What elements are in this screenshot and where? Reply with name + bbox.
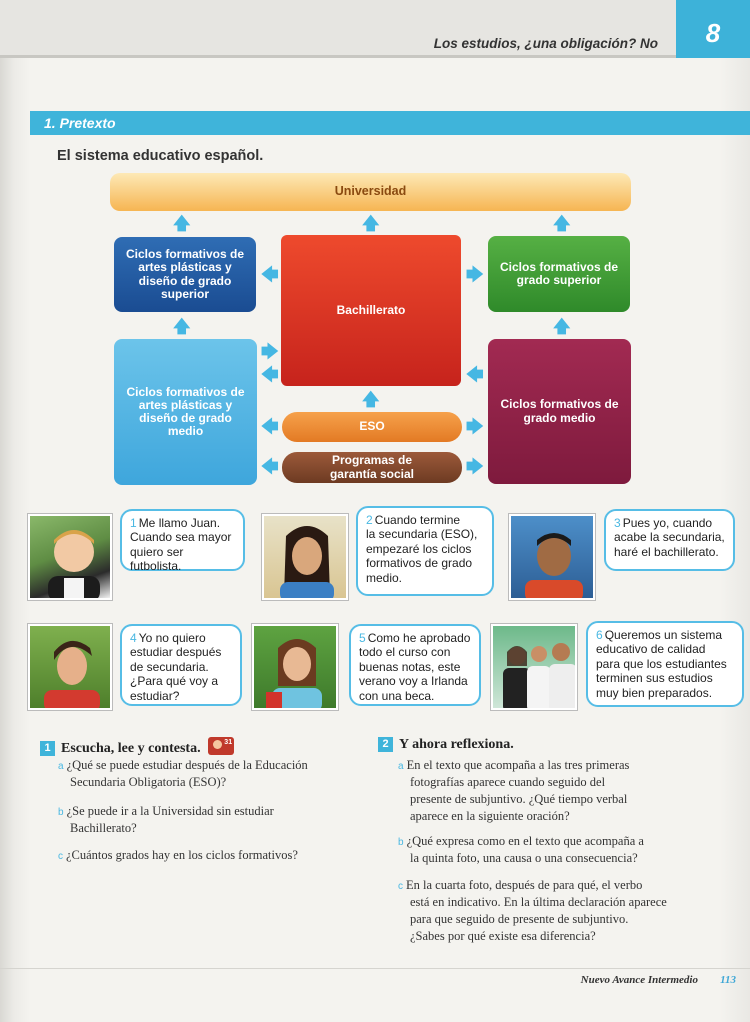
question-2b: b ¿Qué expresa como en el texto que acompaña a la quinta foto, una causa o una consecuencia? xyxy=(398,834,644,865)
section-bar xyxy=(30,111,750,135)
arrow-up-icon: 🡅 xyxy=(362,214,380,233)
question-1b: b ¿Se puede ir a la Universidad sin estudiar Bachillerato? xyxy=(58,804,274,835)
box-universidad: Universidad xyxy=(110,173,631,211)
question-1a: a ¿Qué se puede estudiar después de la Educación Secundaria Obligatoria (ESO)? xyxy=(58,758,308,789)
arrow-up-icon: 🡅 xyxy=(173,317,191,336)
footer-divider xyxy=(0,968,750,969)
exercise-1-heading: 1 Escucha, lee y contesta. 31 xyxy=(40,737,234,757)
photo-group xyxy=(491,624,577,710)
question-1c: c ¿Cuántos grados hay en los ciclos formativos? xyxy=(58,848,298,862)
unit-title: Los estudios, ¿una obligación? No xyxy=(433,36,658,51)
arrow-up-icon: 🡅 xyxy=(362,390,380,409)
arrow-right-icon: 🡆 xyxy=(466,265,484,284)
arrow-up-icon: 🡅 xyxy=(553,317,571,336)
arrow-right-icon: 🡆 xyxy=(466,457,484,476)
speech-bubble-5: 5 Como he aprobado todo el curso con buenas notas, este verano voy a Irlanda con una beca. xyxy=(349,624,481,706)
book-title: Nuevo Avance Intermedio xyxy=(580,974,698,986)
arrow-left-icon: 🡄 xyxy=(261,417,279,436)
speech-bubble-3: 3 Pues yo, cuando acabe la secundaria, haré el bachillerato. xyxy=(604,509,735,571)
arrow-up-icon: 🡅 xyxy=(173,214,191,233)
box-bachillerato: Bachillerato xyxy=(281,235,461,386)
speech-bubble-4: 4 Yo no quiero estudiar después de secundaria. ¿Para qué voy a estudiar? xyxy=(120,624,242,706)
box-eso: ESO xyxy=(282,412,462,442)
arrow-right-icon: 🡆 xyxy=(261,342,279,361)
page-number: 113 xyxy=(720,974,736,986)
photo-juan xyxy=(28,514,112,600)
audio-track-icon[interactable]: 31 xyxy=(208,737,234,755)
exercise-2-heading: 2 Y ahora reflexiona. xyxy=(378,737,514,753)
speech-bubble-6: 6 Queremos un sistema educativo de calidad para que los estudiantes terminen sus estudios muy bien preparados. xyxy=(586,621,744,707)
arrow-up-icon: 🡅 xyxy=(553,214,571,233)
arrow-left-icon: 🡄 xyxy=(261,265,279,284)
box-cf-artes-medio: Ciclos formativos de artes plásticas y diseño de grado medio xyxy=(114,339,257,485)
section-title: 1. Pretexto xyxy=(44,115,116,131)
arrow-left-icon: 🡄 xyxy=(466,365,484,384)
exercise-number: 2 xyxy=(378,737,393,752)
boy-portrait-icon xyxy=(511,516,595,600)
boy-portrait-icon xyxy=(30,516,112,600)
arrow-left-icon: 🡄 xyxy=(261,365,279,384)
photo-boy-3 xyxy=(28,624,112,710)
girl-portrait-icon xyxy=(254,626,338,710)
girl-portrait-icon xyxy=(264,516,348,600)
arrow-left-icon: 🡄 xyxy=(261,457,279,476)
speech-bubble-2: 2 Cuando termine la secundaria (ESO), empezaré los ciclos formativos de grado medio. xyxy=(356,506,494,596)
teen-portrait-icon xyxy=(30,626,112,710)
unit-number-badge: 8 xyxy=(676,0,750,58)
arrow-right-icon: 🡆 xyxy=(466,417,484,436)
section-subtitle: El sistema educativo español. xyxy=(57,148,264,164)
photo-girl-2 xyxy=(252,624,338,710)
exercise-number: 1 xyxy=(40,741,55,756)
question-2c: c En la cuarta foto, después de para qué, el verbo está en indicativo. En la última declaración aparece para que seguido de presente de subjuntivo. ¿Sabes por qué existe esa diferencia? xyxy=(398,878,667,943)
box-programas-garantia: Programas de garantía social xyxy=(282,452,462,483)
box-cf-grado-medio: Ciclos formativos de grado medio xyxy=(488,339,631,484)
photo-boy-2 xyxy=(509,514,595,600)
speech-bubble-1: 1 Me llamo Juan. Cuando sea mayor quiero ser futbolista. xyxy=(120,509,245,571)
photo-girl-1 xyxy=(262,514,348,600)
question-2a: a En el texto que acompaña a las tres primeras fotografías aparece cuando seguido del presente de subjuntivo. ¿Qué tiempo verbal aparece en la siguiente oración? xyxy=(398,758,630,823)
box-cf-grado-superior: Ciclos formativos de grado superior xyxy=(488,236,630,312)
box-cf-artes-superior: Ciclos formativos de artes plásticas y diseño de grado superior xyxy=(114,237,256,312)
group-portrait-icon xyxy=(493,626,577,710)
